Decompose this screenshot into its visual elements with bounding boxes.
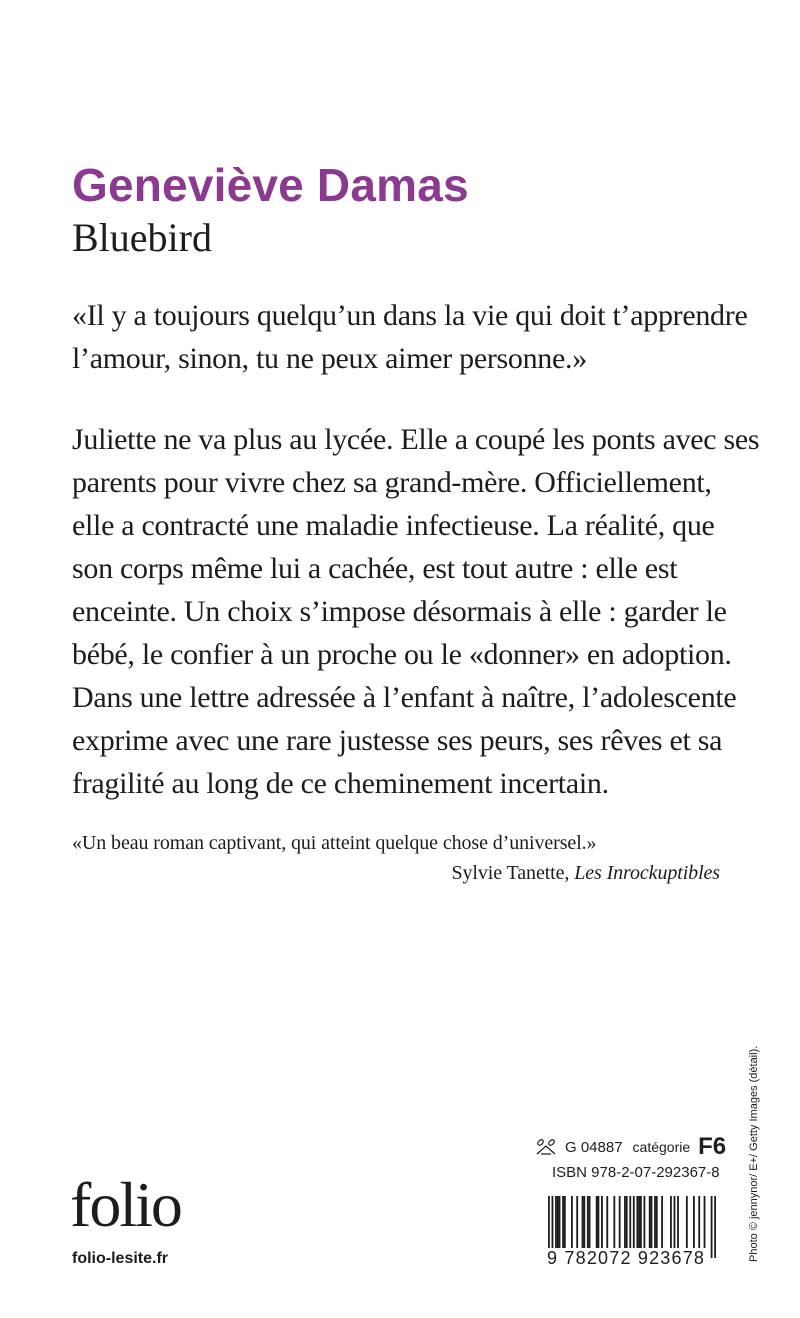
blurb-line: elle a contracté une maladie infectieuse. La réalité, que: [72, 509, 715, 542]
barcode-digits: 9 782072 923678: [547, 1248, 706, 1268]
barcode-bar: [714, 1196, 716, 1258]
barcode-bar: [624, 1196, 626, 1248]
barcode-bar: [711, 1196, 713, 1258]
barcode-bar: [670, 1196, 672, 1248]
barcode-bar: [649, 1196, 651, 1248]
author-name: Geneviève Damas: [72, 159, 469, 211]
barcode-bar: [640, 1196, 642, 1248]
category-label: catégorie: [632, 1139, 691, 1155]
barcode-bar: [619, 1196, 621, 1248]
blurb: [72, 418, 760, 805]
barcode-bar: [651, 1196, 653, 1248]
barcode-bar: [654, 1196, 656, 1248]
barcode-bar: [661, 1196, 663, 1248]
barcode-bar: [576, 1196, 578, 1248]
barcode-bar: [698, 1196, 700, 1248]
barcode-bar: [626, 1196, 628, 1248]
review-quote: «Un beau roman captivant, qui atteint quelque chose d’universel.»: [72, 832, 597, 854]
barcode-bar: [606, 1196, 608, 1248]
gallimard-monogram-icon: [535, 1138, 557, 1156]
barcode-bar: [601, 1196, 603, 1248]
barcode-bar: [582, 1196, 584, 1248]
epigraph-line: «Il y a toujours quelqu’un dans la vie qui doit t’apprendre: [72, 299, 748, 332]
barcode-bar: [686, 1196, 688, 1248]
blurb-line: bébé, le confier à un proche ou le «donner» en adoption.: [72, 638, 732, 671]
barcode-bar: [656, 1196, 658, 1248]
blurb-line: Juliette ne va plus au lycée. Elle a coupé les ponts avec ses: [72, 423, 760, 456]
barcode-bar: [571, 1196, 573, 1248]
review-critic: Sylvie Tanette,: [451, 862, 575, 884]
publisher-code-line: [535, 1133, 726, 1161]
review-publication: Les Inrockuptibles: [574, 862, 720, 884]
epigraph: [72, 294, 748, 380]
publisher-website: folio-lesite.fr: [72, 1250, 169, 1267]
barcode-bar: [674, 1196, 676, 1248]
category-value: F6: [698, 1133, 727, 1160]
photo-credit: Photo © jennynor/ E+/ Getty Images (détail).: [748, 1045, 760, 1262]
epigraph-line: l’amour, sinon, tu ne peux aimer personne.»: [72, 342, 587, 375]
folio-logo: folio: [70, 1169, 181, 1240]
publisher-code: G 04887: [565, 1138, 623, 1156]
blurb-line: exprime avec une rare justesse ses peurs, ses rêves et sa: [72, 724, 723, 757]
barcode-bar: [587, 1196, 589, 1248]
barcode-bar: [596, 1196, 598, 1248]
barcode-bar: [557, 1196, 559, 1248]
barcode-bar: [559, 1196, 561, 1248]
barcode-bar: [693, 1196, 695, 1248]
barcode-bar: [677, 1196, 679, 1248]
blurb-line: enceinte. Un choix s’impose désormais à elle : garder le: [72, 595, 727, 628]
barcode-bar: [636, 1196, 638, 1248]
book-title: Bluebird: [72, 215, 212, 260]
barcode-bar: [613, 1196, 615, 1248]
blurb-line: Dans une lettre adressée à l’enfant à naître, l’adolescente: [72, 681, 737, 714]
barcode-bar: [583, 1196, 585, 1248]
blurb-line: fragilité au long de ce cheminement incertain.: [72, 767, 609, 800]
barcode-bar: [643, 1196, 645, 1248]
blurb-line: parents pour vivre chez sa grand-mère. Officiellement,: [72, 466, 712, 499]
barcode-bar: [564, 1196, 566, 1248]
barcode-bar: [562, 1196, 564, 1248]
barcode-bar: [589, 1196, 591, 1248]
barcode-bar: [638, 1196, 640, 1248]
barcode-bar: [598, 1196, 600, 1248]
blurb-line: son corps même lui a cachée, est tout autre : elle est: [72, 552, 678, 585]
barcode-bar: [704, 1196, 706, 1248]
isbn: ISBN 978-2-07-292367-8: [552, 1164, 720, 1181]
review-attribution: [452, 862, 721, 885]
barcode-bar: [555, 1196, 557, 1248]
